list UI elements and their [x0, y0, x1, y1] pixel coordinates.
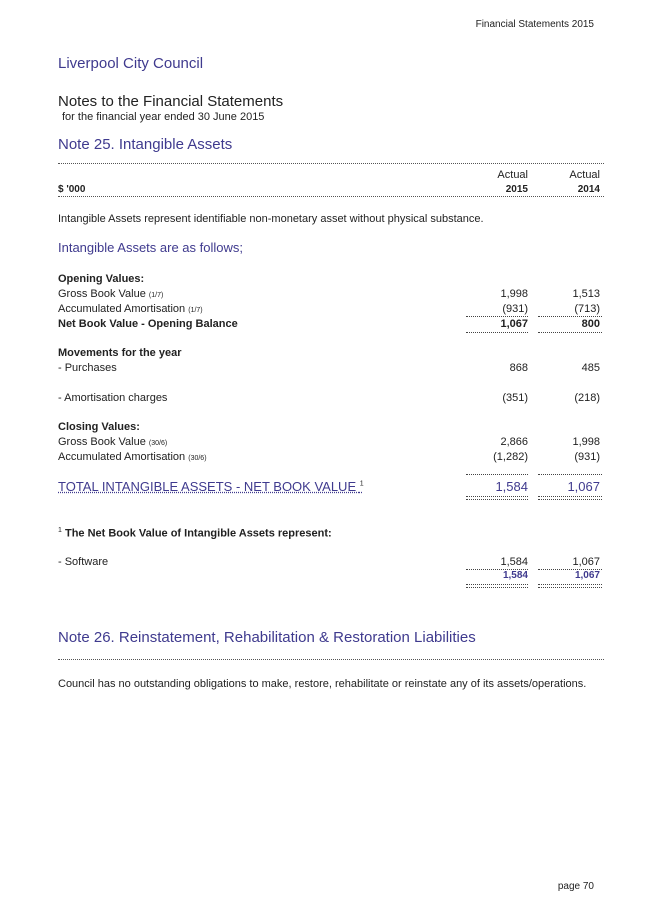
value-cell: 868	[509, 362, 528, 374]
footnote-heading-text: The Net Book Value of Intangible Assets represent:	[64, 527, 332, 540]
row-label: Accumulated Amortisation	[58, 451, 186, 463]
value-cell: 1,998	[500, 288, 528, 300]
purchases-label: - Purchases	[58, 362, 117, 374]
movements-heading: Movements for the year	[58, 347, 182, 359]
table-row	[58, 288, 163, 300]
row-ref: (30/6)	[188, 455, 207, 462]
section-subheading: Intangible Assets are as follows;	[58, 240, 243, 255]
note25-title: Note 25. Intangible Assets	[58, 136, 233, 153]
double-rule	[538, 496, 602, 497]
total-rule	[466, 332, 528, 333]
row-ref: (1/7)	[148, 292, 164, 299]
total-value-2015: 1,584	[495, 479, 528, 494]
subtotal-rule	[466, 316, 528, 317]
table-row	[58, 303, 203, 315]
total-value-2014: 1,067	[567, 479, 600, 494]
divider	[58, 196, 604, 197]
value-cell: (931)	[574, 451, 600, 463]
value-cell: 1,067	[500, 318, 528, 330]
total-label-text: TOTAL INTANGIBLE ASSETS - NET BOOK VALUE	[58, 479, 357, 494]
notes-title: Notes to the Financial Statements	[58, 93, 284, 110]
subtotal-rule	[538, 474, 602, 475]
col1-head: Actual	[497, 169, 528, 181]
col1-year: 2015	[505, 184, 528, 195]
total-intangible-assets-label	[58, 479, 364, 494]
subtotal-rule	[538, 316, 602, 317]
value-cell: (713)	[574, 303, 600, 315]
table-row	[58, 436, 167, 448]
running-header: Financial Statements 2015	[475, 19, 594, 30]
nbv-opening-label: Net Book Value - Opening Balance	[58, 318, 238, 330]
row-label: Gross Book Value	[58, 288, 146, 300]
value-cell: (218)	[574, 392, 600, 404]
value-cell: (931)	[502, 303, 528, 315]
note26-title: Note 26. Reinstatement, Rehabilitation & Restoration Liabilities	[58, 629, 476, 646]
software-total-2015: 1,584	[502, 570, 528, 581]
value-cell: (1,282)	[493, 451, 528, 463]
value-cell: 1,998	[572, 436, 600, 448]
description: Intangible Assets represent identifiable non-monetary asset without physical substance.	[58, 213, 484, 225]
note26-text: Council has no outstanding obligations to make, restore, rehabilitate or reinstate any of its assets/operations.	[58, 678, 587, 690]
double-rule	[466, 499, 528, 500]
value-cell: 1,067	[572, 556, 600, 568]
double-rule	[466, 496, 528, 497]
subtotal-rule	[466, 474, 528, 475]
council-name: Liverpool City Council	[58, 55, 204, 72]
col2-year: 2014	[577, 184, 600, 195]
row-label: Accumulated Amortisation	[58, 303, 186, 315]
amortisation-charges-label: - Amortisation charges	[58, 392, 168, 404]
software-total-2014: 1,067	[574, 570, 600, 581]
divider	[58, 163, 604, 164]
footnote-heading	[58, 527, 332, 540]
table-row	[58, 451, 207, 463]
row-ref: (30/6)	[148, 440, 168, 447]
page-number: page 70	[557, 881, 594, 892]
double-rule	[466, 584, 528, 585]
footnote-marker: 1	[359, 480, 364, 488]
double-rule	[466, 587, 528, 588]
opening-values-heading: Opening Values:	[58, 273, 145, 285]
unit-label: $ '000	[58, 184, 86, 195]
value-cell: 1,513	[572, 288, 600, 300]
col2-head: Actual	[569, 169, 600, 181]
notes-subtitle: for the financial year ended 30 June 2015	[62, 111, 265, 123]
total-rule	[538, 332, 602, 333]
value-cell: 1,584	[500, 556, 528, 568]
value-cell: 800	[581, 318, 600, 330]
footnote-marker: 1	[58, 527, 62, 534]
software-label: - Software	[58, 556, 109, 568]
double-rule	[538, 584, 602, 585]
double-rule	[538, 499, 602, 500]
row-label: Gross Book Value	[58, 436, 146, 448]
double-rule	[538, 587, 602, 588]
value-cell: (351)	[502, 392, 528, 404]
value-cell: 485	[581, 362, 600, 374]
divider	[58, 659, 604, 660]
value-cell: 2,866	[500, 436, 528, 448]
row-ref: (1/7)	[188, 307, 203, 314]
closing-values-heading: Closing Values:	[58, 421, 140, 433]
